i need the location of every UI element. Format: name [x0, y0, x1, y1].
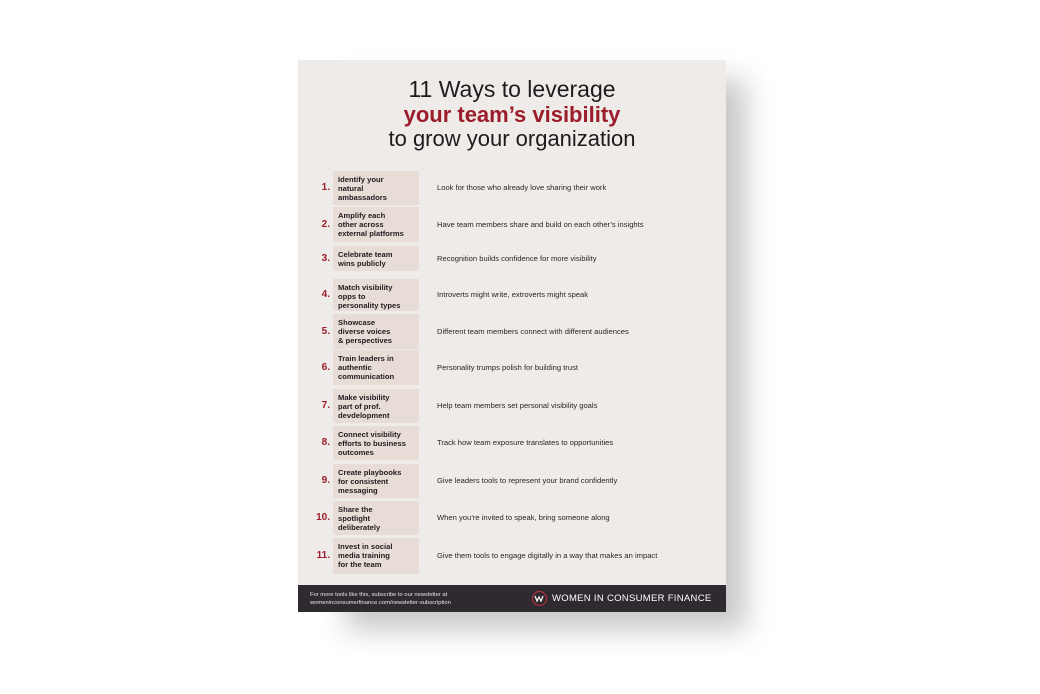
title-line-1: 11 Ways to leverage: [408, 76, 616, 102]
item-number: 9.: [321, 475, 330, 486]
item-description: Recognition builds confidence for more visibility: [437, 253, 597, 263]
item-number: 3.: [321, 252, 330, 264]
item-label: Amplify each other across external platforms: [333, 207, 419, 242]
item-number: 6.: [321, 361, 330, 373]
item-label: Create playbooks for consistent messaging: [333, 464, 419, 498]
item-label: Make visibility part of prof. devdelopment: [333, 389, 419, 423]
footer-note-line-2[interactable]: womeninconsumerfinance.com/newsletter-subscription: [310, 600, 451, 606]
item-number: 5.: [321, 325, 330, 337]
item-number: 10.: [316, 512, 330, 523]
item-description: Give them tools to engage digitally in a way that makes an impact: [437, 551, 658, 560]
brand-logo-icon: [532, 591, 547, 606]
item-label: Train leaders in authentic communication: [333, 350, 419, 385]
item-label: Share the spotlight deliberately: [333, 501, 419, 535]
item-number: 1.: [321, 182, 330, 193]
item-description: Different team members connect with different audiences: [437, 326, 629, 336]
item-label: Connect visibility efforts to business outcomes: [333, 426, 419, 460]
list-item: [298, 350, 726, 385]
item-number: 7.: [321, 400, 330, 411]
item-description: Track how team exposure translates to opportunities: [437, 438, 614, 447]
item-number: 2.: [321, 218, 330, 230]
item-label: Showcase diverse voices & perspectives: [333, 314, 419, 349]
list-item: [298, 171, 726, 205]
list-item: [298, 538, 726, 574]
item-description: When you’re invited to speak, bring someone along: [437, 513, 610, 522]
item-label: Match visibility opps to personality types: [333, 279, 419, 311]
item-label: Identify your natural ambassadors: [333, 171, 419, 205]
item-number: 4.: [321, 289, 330, 300]
footer-note: [310, 591, 530, 607]
list-item: [298, 279, 726, 311]
list-item: [298, 464, 726, 498]
footer-note-line-1: For more tools like this, subscribe to our newsletter at: [310, 592, 448, 598]
list-item: [298, 501, 726, 535]
item-description: Have team members share and build on each other’s insights: [437, 219, 644, 229]
list-item: [298, 389, 726, 423]
list-item: [298, 207, 726, 242]
brand-name: WOMEN IN CONSUMER FINANCE: [552, 593, 712, 604]
title-line-3: to grow your organization: [388, 126, 636, 151]
item-label: Celebrate team wins publicly: [333, 246, 419, 271]
item-description: Introverts might write, extroverts might speak: [437, 290, 589, 299]
list-item: [298, 426, 726, 460]
item-number: 8.: [321, 437, 330, 448]
item-description: Help team members set personal visibility goals: [437, 401, 598, 410]
item-description: Look for those who already love sharing their work: [437, 183, 607, 192]
list-item: [298, 314, 726, 349]
document-page: [298, 60, 726, 612]
item-number: 11.: [316, 550, 330, 561]
item-description: Personality trumps polish for building trust: [437, 362, 578, 372]
item-description: Give leaders tools to represent your brand confidently: [437, 476, 618, 485]
item-label: Invest in social media training for the team: [333, 538, 419, 574]
title-line-2-highlight: your team’s visibility: [403, 102, 621, 127]
list-item: [298, 246, 726, 271]
footer-bar: [298, 585, 726, 612]
